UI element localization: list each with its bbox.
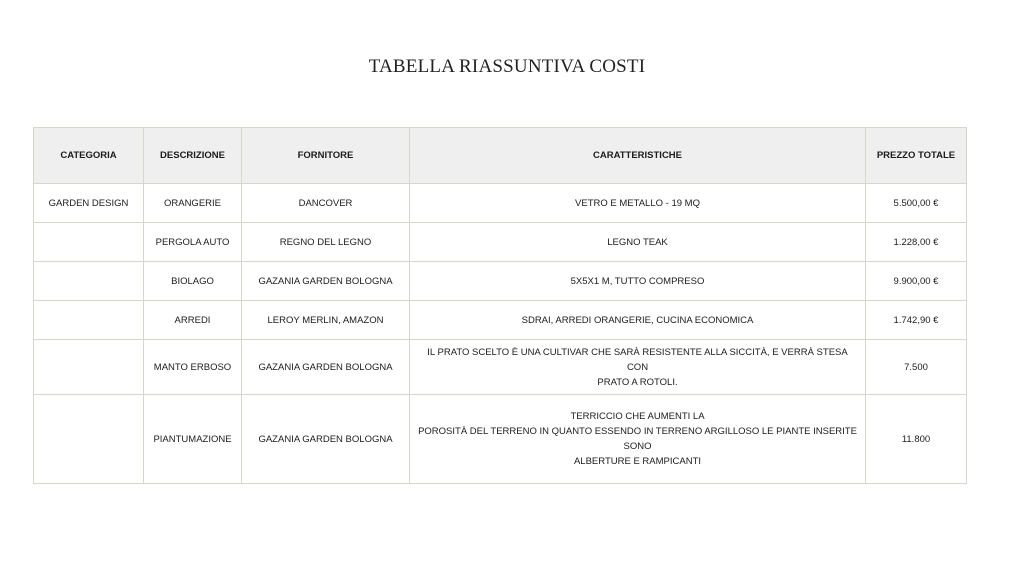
header-descrizione: DESCRIZIONE xyxy=(144,128,242,184)
table-row xyxy=(34,223,967,262)
table-row xyxy=(34,262,967,301)
caratteristiche-line: IL PRATO SCELTO È UNA CULTIVAR CHE SARÀ RESISTENTE ALLA SICCITÀ, E VERRÀ STESA CON xyxy=(427,346,848,373)
cell-categoria xyxy=(34,395,144,484)
cell-categoria xyxy=(34,340,144,395)
table-row xyxy=(34,301,967,340)
cell-fornitore: GAZANIA GARDEN BOLOGNA xyxy=(242,340,410,395)
caratteristiche-line: POROSITÀ DEL TERRENO IN QUANTO ESSENDO IN TERRENO ARGILLOSO LE PIANTE INSERITE SONO xyxy=(418,426,857,452)
cell-descrizione: BIOLAGO xyxy=(144,262,242,301)
caratteristiche-line: TERRICCIO CHE AUMENTI LA xyxy=(570,411,705,422)
cell-descrizione: PIANTUMAZIONE xyxy=(144,395,242,484)
caratteristiche-line: SDRAI, ARREDI ORANGERIE, CUCINA ECONOMICA xyxy=(521,314,754,326)
caratteristiche-line: VETRO E METALLO - 19 MQ xyxy=(575,197,700,209)
header-caratteristiche: CARATTERISTICHE xyxy=(410,128,866,184)
cell-prezzo: 1.228,00 € xyxy=(866,223,967,262)
cell-caratteristiche xyxy=(410,340,866,395)
caratteristiche-line: PRATO A ROTOLI. xyxy=(597,376,678,388)
header-prezzo-totale: PREZZO TOTALE xyxy=(866,128,967,184)
cell-fornitore: LEROY MERLIN, AMAZON xyxy=(242,301,410,340)
cell-caratteristiche xyxy=(410,184,866,223)
cell-prezzo: 5.500,00 € xyxy=(866,184,967,223)
caratteristiche-line: ALBERTURE E RAMPICANTI xyxy=(573,456,702,467)
cell-fornitore: GAZANIA GARDEN BOLOGNA xyxy=(242,395,410,484)
cell-categoria xyxy=(34,301,144,340)
cell-caratteristiche xyxy=(410,395,866,484)
cell-descrizione: ARREDI xyxy=(144,301,242,340)
cell-caratteristiche xyxy=(410,223,866,262)
table-header-row xyxy=(34,128,967,184)
cell-prezzo: 1.742,90 € xyxy=(866,301,967,340)
cell-fornitore: GAZANIA GARDEN BOLOGNA xyxy=(242,262,410,301)
cell-caratteristiche xyxy=(410,301,866,340)
cell-categoria: GARDEN DESIGN xyxy=(34,184,144,223)
cell-descrizione: ORANGERIE xyxy=(144,184,242,223)
cell-fornitore: REGNO DEL LEGNO xyxy=(242,223,410,262)
header-fornitore: FORNITORE xyxy=(242,128,410,184)
cell-fornitore: DANCOVER xyxy=(242,184,410,223)
table-row xyxy=(34,184,967,223)
cell-caratteristiche xyxy=(410,262,866,301)
table-row xyxy=(34,395,967,484)
cell-categoria xyxy=(34,223,144,262)
cell-categoria xyxy=(34,262,144,301)
cell-descrizione: PERGOLA AUTO xyxy=(144,223,242,262)
caratteristiche-line: LEGNO TEAK xyxy=(607,236,668,248)
cell-prezzo: 9.900,00 € xyxy=(866,262,967,301)
page-title: TABELLA RIASSUNTIVA COSTI xyxy=(368,56,646,77)
cell-prezzo: 7.500 xyxy=(866,340,967,395)
header-categoria: CATEGORIA xyxy=(34,128,144,184)
cost-summary-table xyxy=(33,127,967,484)
table-row xyxy=(34,340,967,395)
cell-prezzo: 11.800 xyxy=(866,395,967,484)
cell-descrizione: MANTO ERBOSO xyxy=(144,340,242,395)
caratteristiche-line: 5X5X1 M, TUTTO COMPRESO xyxy=(570,275,705,287)
